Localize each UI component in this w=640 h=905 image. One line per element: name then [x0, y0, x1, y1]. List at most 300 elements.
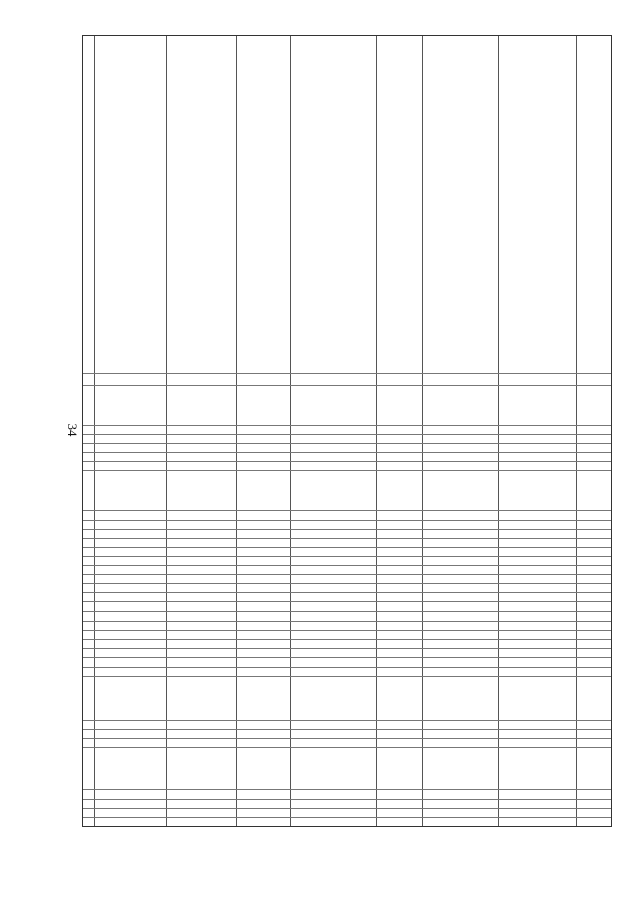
cell-cad1: [95, 657, 167, 667]
table-row: [83, 648, 611, 657]
cell-text: [291, 528, 293, 529]
cell-text: [377, 788, 379, 789]
cell-text: [83, 442, 85, 443]
cell-n: [83, 385, 95, 425]
cell-c8: [499, 547, 577, 556]
cell-text: [291, 546, 293, 547]
cell-c7: [423, 720, 499, 729]
cell-c7: [423, 538, 499, 547]
cell-c9: [577, 373, 613, 385]
cell-text: [377, 582, 379, 583]
cell-c9: [577, 667, 613, 676]
cell-text: [95, 666, 97, 667]
cell-text: [377, 647, 379, 648]
cell-city: [237, 434, 291, 443]
cell-text: [377, 519, 379, 520]
cell-text: [83, 460, 85, 461]
cell-text: [83, 825, 85, 826]
cell-house: [377, 729, 423, 738]
cell-city: [237, 556, 291, 565]
cell-c7: [423, 667, 499, 676]
cell-text: [291, 675, 293, 676]
cell-city: [237, 373, 291, 385]
cell-text: [291, 610, 293, 611]
cell-n: [83, 630, 95, 639]
cell-text: [167, 509, 169, 510]
cell-n: [83, 538, 95, 547]
table-row: [83, 729, 611, 738]
cell-text: [377, 638, 379, 639]
cell-city: [237, 574, 291, 583]
cell-n: [83, 520, 95, 529]
cell-cad2: [167, 574, 237, 583]
cell-text: [237, 675, 239, 676]
cell-text: [237, 451, 239, 452]
cell-text: [237, 656, 239, 657]
cell-cad2: [167, 676, 237, 720]
cell-text: [167, 600, 169, 601]
cell-text: [377, 460, 379, 461]
cell-n: [83, 789, 95, 799]
cell-cad2: [167, 729, 237, 738]
cell-c8: [499, 556, 577, 565]
cell-house: [377, 657, 423, 667]
cell-text: [377, 719, 379, 720]
cell-text: [167, 638, 169, 639]
cell-cad2: [167, 373, 237, 385]
cell-n: [83, 547, 95, 556]
cell-text: [237, 600, 239, 601]
cell-street: [291, 556, 377, 565]
cell-cad2: [167, 538, 237, 547]
cell-text: [83, 737, 85, 738]
cell-house: [377, 817, 423, 826]
cell-house: [377, 510, 423, 520]
table-row: [83, 583, 611, 592]
cell-n: [83, 556, 95, 565]
cell-text: [95, 591, 97, 592]
cell-c7: [423, 621, 499, 630]
cell-text: [167, 656, 169, 657]
table-row: [83, 592, 611, 601]
cell-cad2: [167, 425, 237, 434]
cell-n: [83, 808, 95, 817]
cell-house: [377, 556, 423, 565]
cell-text: [83, 451, 85, 452]
cell-house: [377, 667, 423, 676]
cell-house: [377, 720, 423, 729]
cell-c8: [499, 574, 577, 583]
cell-text: [291, 719, 293, 720]
cell-cad2: [167, 639, 237, 648]
cell-c8: [499, 510, 577, 520]
table-row: [83, 520, 611, 529]
cell-text: [377, 825, 379, 826]
cell-c8: [499, 601, 577, 611]
cell-text: [377, 384, 379, 385]
cell-c7: [423, 583, 499, 592]
cell-text: [377, 451, 379, 452]
cell-text: [499, 638, 501, 639]
cell-cad1: [95, 738, 167, 747]
table-row: [83, 720, 611, 729]
cell-text: [83, 433, 85, 434]
cell-c9: [577, 799, 613, 808]
cell-text: [83, 629, 85, 630]
cell-street: [291, 648, 377, 657]
table-row: [83, 565, 611, 574]
cell-c9: [577, 529, 613, 538]
cell-text: [291, 573, 293, 574]
cell-street: [291, 425, 377, 434]
cell-house: [377, 799, 423, 808]
cell-city: [237, 667, 291, 676]
cell-cad2: [167, 547, 237, 556]
cell-city: [237, 443, 291, 452]
cell-c7: [423, 529, 499, 538]
cell-text: [237, 519, 239, 520]
cell-c9: [577, 583, 613, 592]
cell-c9: [577, 461, 613, 470]
cell-cad1: [95, 434, 167, 443]
cell-street: [291, 621, 377, 630]
cell-text: [377, 573, 379, 574]
cell-text: [237, 719, 239, 720]
cell-cad2: [167, 720, 237, 729]
table-row: [83, 738, 611, 747]
cell-text: [237, 591, 239, 592]
cell-text: [83, 469, 85, 470]
cell-c9: [577, 630, 613, 639]
cell-cad2: [167, 799, 237, 808]
cell-street: [291, 547, 377, 556]
cell-cad1: [95, 470, 167, 510]
cell-text: [83, 591, 85, 592]
table-row: [83, 799, 611, 808]
cell-text: [237, 666, 239, 667]
cell-house: [377, 630, 423, 639]
cell-cad2: [167, 648, 237, 657]
cell-city: [237, 461, 291, 470]
cell-text: [377, 528, 379, 529]
cell-text: [499, 788, 501, 789]
cell-text: [83, 564, 85, 565]
cell-city: [237, 592, 291, 601]
cell-text: [237, 610, 239, 611]
cell-house: [377, 461, 423, 470]
cell-text: [377, 746, 379, 747]
cell-cad2: [167, 611, 237, 621]
cell-c7: [423, 373, 499, 385]
cell-c9: [577, 547, 613, 556]
cell-house: [377, 538, 423, 547]
cell-house: [377, 747, 423, 789]
cell-c8: [499, 434, 577, 443]
cell-text: [95, 519, 97, 520]
cell-cad2: [167, 443, 237, 452]
cell-city: [237, 817, 291, 826]
cell-text: [499, 537, 501, 538]
cell-text: [237, 509, 239, 510]
cell-text: [377, 656, 379, 657]
cell-text: [291, 737, 293, 738]
cell-text: [577, 798, 579, 799]
cell-house: [377, 470, 423, 510]
cell-cad1: [95, 639, 167, 648]
cell-c9: [577, 639, 613, 648]
cell-text: [83, 798, 85, 799]
cell-street: [291, 738, 377, 747]
cell-city: [237, 747, 291, 789]
cell-n: [83, 611, 95, 621]
cell-text: [83, 600, 85, 601]
cell-text: [83, 719, 85, 720]
cell-cad2: [167, 738, 237, 747]
cell-city: [237, 425, 291, 434]
cell-cad2: [167, 461, 237, 470]
cell-c9: [577, 434, 613, 443]
cell-c8: [499, 443, 577, 452]
cell-text: [167, 442, 169, 443]
cell-text: [291, 746, 293, 747]
cell-text: [167, 746, 169, 747]
cell-text: [167, 629, 169, 630]
cell-street: [291, 470, 377, 510]
cell-cad1: [95, 520, 167, 529]
cell-c9: [577, 611, 613, 621]
cell-c7: [423, 808, 499, 817]
cell-city: [237, 738, 291, 747]
cell-c8: [499, 425, 577, 434]
cell-cad1: [95, 621, 167, 630]
cell-c9: [577, 510, 613, 520]
cell-text: [83, 728, 85, 729]
table-row: [83, 443, 611, 452]
cell-cad2: [167, 630, 237, 639]
cell-text: [377, 737, 379, 738]
cell-text: [291, 451, 293, 452]
cell-text: [291, 433, 293, 434]
cell-c7: [423, 556, 499, 565]
cell-text: [291, 564, 293, 565]
table-row: [83, 621, 611, 630]
cell-n: [83, 621, 95, 630]
cell-text: [167, 384, 169, 385]
cell-n: [83, 452, 95, 461]
cell-n: [83, 639, 95, 648]
cell-c7: [423, 747, 499, 789]
cell-text: [291, 629, 293, 630]
cell-house: [377, 789, 423, 799]
cell-street: [291, 461, 377, 470]
cell-house: [377, 520, 423, 529]
cell-text: [237, 442, 239, 443]
cell-text: [167, 737, 169, 738]
table-row: [83, 789, 611, 799]
cell-street: [291, 799, 377, 808]
cell-n: [83, 470, 95, 510]
cell-text: [83, 528, 85, 529]
cell-city: [237, 565, 291, 574]
cell-text: [167, 564, 169, 565]
cell-city: [237, 452, 291, 461]
cell-house: [377, 529, 423, 538]
cell-text: [83, 509, 85, 510]
cell-text: [83, 647, 85, 648]
cell-cad2: [167, 583, 237, 592]
cell-text: [377, 509, 379, 510]
cell-street: [291, 729, 377, 738]
cell-cad1: [95, 538, 167, 547]
cell-cad1: [95, 648, 167, 657]
cell-text: [83, 807, 85, 808]
page-number: 34: [65, 423, 80, 437]
cell-street: [291, 789, 377, 799]
cell-n: [83, 676, 95, 720]
cell-c8: [499, 461, 577, 470]
cell-c7: [423, 639, 499, 648]
cell-c8: [499, 808, 577, 817]
cell-text: [237, 528, 239, 529]
cell-c7: [423, 434, 499, 443]
cell-c9: [577, 425, 613, 434]
cell-text: [237, 573, 239, 574]
table-row: [83, 667, 611, 676]
table-row: [83, 747, 611, 789]
cell-text: [237, 582, 239, 583]
cell-n: [83, 510, 95, 520]
cell-text: [291, 537, 293, 538]
cell-city: [237, 676, 291, 720]
cell-text: [237, 469, 239, 470]
cell-cad1: [95, 817, 167, 826]
cell-text: [167, 424, 169, 425]
cell-c8: [499, 747, 577, 789]
cell-n: [83, 601, 95, 611]
cell-text: [95, 620, 97, 621]
cell-c9: [577, 621, 613, 630]
cell-house: [377, 452, 423, 461]
cell-text: [377, 546, 379, 547]
cell-c7: [423, 520, 499, 529]
cell-text: [237, 424, 239, 425]
cell-text: [291, 509, 293, 510]
cell-street: [291, 443, 377, 452]
cell-house: [377, 574, 423, 583]
cell-street: [291, 630, 377, 639]
cell-text: [291, 647, 293, 648]
cell-cad1: [95, 574, 167, 583]
cell-text: [83, 638, 85, 639]
cell-c8: [499, 630, 577, 639]
cell-cad2: [167, 601, 237, 611]
cell-cad1: [95, 547, 167, 556]
cell-city: [237, 639, 291, 648]
cell-c8: [499, 676, 577, 720]
cell-c8: [499, 583, 577, 592]
cell-c9: [577, 443, 613, 452]
cell-text: [95, 555, 97, 556]
cell-text: [577, 564, 579, 565]
cell-cad1: [95, 385, 167, 425]
cell-c7: [423, 547, 499, 556]
cell-c8: [499, 667, 577, 676]
cell-c9: [577, 520, 613, 529]
cell-cad2: [167, 817, 237, 826]
cell-text: [291, 600, 293, 601]
cell-text: [83, 555, 85, 556]
cell-n: [83, 565, 95, 574]
cell-text: [377, 798, 379, 799]
cell-street: [291, 667, 377, 676]
cell-c7: [423, 461, 499, 470]
cell-city: [237, 470, 291, 510]
cell-cad1: [95, 667, 167, 676]
cell-c9: [577, 747, 613, 789]
cell-c9: [577, 789, 613, 799]
table-row: [83, 639, 611, 648]
cell-street: [291, 434, 377, 443]
cell-text: [83, 573, 85, 574]
cell-c9: [577, 648, 613, 657]
registry-table: [82, 35, 612, 827]
cell-street: [291, 611, 377, 621]
cell-text: [83, 610, 85, 611]
cell-house: [377, 639, 423, 648]
cell-c7: [423, 611, 499, 621]
cell-cad2: [167, 470, 237, 510]
cell-text: [167, 788, 169, 789]
cell-street: [291, 720, 377, 729]
cell-c7: [423, 385, 499, 425]
cell-house: [377, 621, 423, 630]
cell-city: [237, 538, 291, 547]
cell-text: [291, 788, 293, 789]
cell-cad2: [167, 592, 237, 601]
cell-city: [237, 601, 291, 611]
cell-n: [83, 434, 95, 443]
cell-cad2: [167, 747, 237, 789]
cell-text: [83, 424, 85, 425]
cell-n: [83, 667, 95, 676]
cell-cad1: [95, 789, 167, 799]
cell-c7: [423, 738, 499, 747]
cell-text: [237, 433, 239, 434]
cell-text: [95, 807, 97, 808]
cell-text: [291, 384, 293, 385]
cell-text: [167, 798, 169, 799]
cell-text: [291, 591, 293, 592]
cell-text: [167, 451, 169, 452]
cell-text: [291, 582, 293, 583]
cell-text: [237, 629, 239, 630]
cell-street: [291, 583, 377, 592]
cell-cad2: [167, 434, 237, 443]
cell-cad1: [95, 592, 167, 601]
cell-text: [237, 746, 239, 747]
cell-c8: [499, 520, 577, 529]
cell-cad1: [95, 373, 167, 385]
cell-text: [237, 825, 239, 826]
cell-c8: [499, 799, 577, 808]
cell-city: [237, 611, 291, 621]
cell-c8: [499, 470, 577, 510]
cell-cad1: [95, 583, 167, 592]
cell-n: [83, 720, 95, 729]
cell-street: [291, 373, 377, 385]
cell-n: [83, 425, 95, 434]
cell-n: [83, 583, 95, 592]
